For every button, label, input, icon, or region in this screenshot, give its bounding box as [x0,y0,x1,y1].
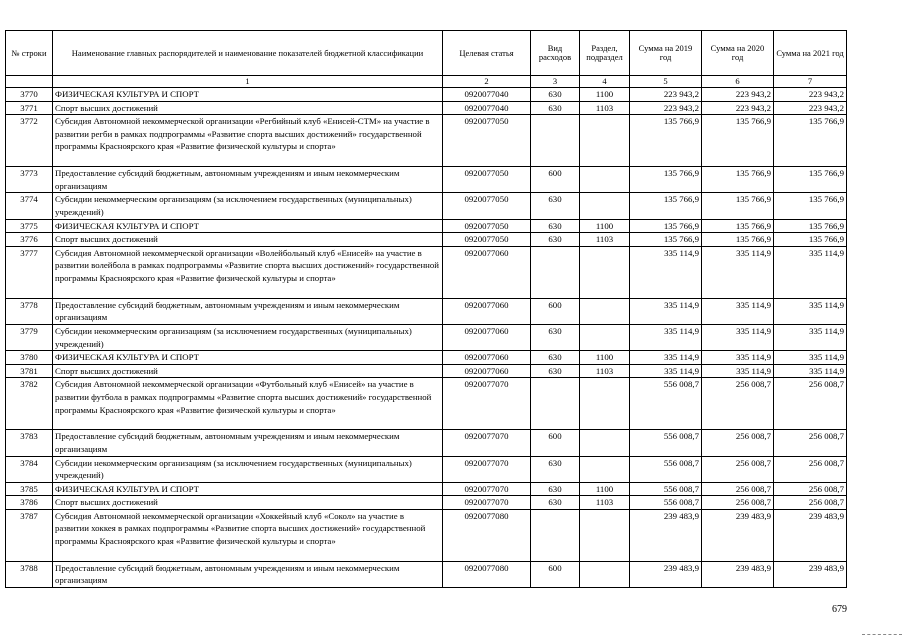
row-sum-2020: 135 766,9 [702,193,774,219]
row-number: 3786 [6,496,53,510]
row-expense-type: 630 [531,496,580,510]
column-number: 6 [702,76,774,88]
row-sum-2021: 256 008,7 [774,496,847,510]
row-sum-2021: 135 766,9 [774,219,847,233]
row-expense-type: 630 [531,351,580,365]
row-target-article: 0920077060 [443,351,531,365]
row-sum-2021: 135 766,9 [774,193,847,219]
row-sum-2019: 135 766,9 [630,115,702,167]
row-sum-2021: 335 114,9 [774,246,847,298]
table-row [6,496,847,510]
row-number: 3771 [6,101,53,115]
budget-table [5,30,847,588]
row-sum-2020: 135 766,9 [702,167,774,193]
table-body [6,88,847,588]
column-number: 7 [774,76,847,88]
header-section: Раздел, подраздел [580,31,630,76]
table-row [6,233,847,247]
row-expense-type: 600 [531,298,580,324]
row-section [580,324,630,350]
table-row [6,193,847,219]
page-number: 679 [832,604,847,615]
row-sum-2020: 256 008,7 [702,482,774,496]
row-sum-2019: 556 008,7 [630,456,702,482]
row-section [580,456,630,482]
row-sum-2020: 135 766,9 [702,219,774,233]
row-target-article: 0920077060 [443,364,531,378]
row-sum-2019: 335 114,9 [630,364,702,378]
table-row [6,561,847,587]
row-name: Предоставление субсидий бюджетным, автономным учреждениям и иным некоммерческим организациям [53,167,443,193]
row-sum-2021: 223 943,2 [774,88,847,102]
row-sum-2021: 335 114,9 [774,364,847,378]
row-sum-2019: 335 114,9 [630,351,702,365]
row-sum-2021: 239 483,9 [774,561,847,587]
row-sum-2019: 556 008,7 [630,482,702,496]
row-expense-type: 630 [531,101,580,115]
row-target-article: 0920077050 [443,219,531,233]
row-target-article: 0920077080 [443,509,531,561]
row-sum-2019: 335 114,9 [630,324,702,350]
table-header [6,31,847,88]
row-number: 3775 [6,219,53,233]
table-row [6,101,847,115]
column-number: 5 [630,76,702,88]
column-number: 1 [53,76,443,88]
row-section: 1100 [580,88,630,102]
header-expense-type: Вид расходов [531,31,580,76]
row-sum-2019: 335 114,9 [630,298,702,324]
row-sum-2021: 223 943,2 [774,101,847,115]
row-target-article: 0920077060 [443,324,531,350]
row-sum-2020: 256 008,7 [702,378,774,430]
row-expense-type: 630 [531,364,580,378]
table-row [6,298,847,324]
row-number: 3781 [6,364,53,378]
table-row [6,364,847,378]
row-section: 1100 [580,351,630,365]
row-sum-2020: 335 114,9 [702,246,774,298]
row-number: 3784 [6,456,53,482]
row-name: ФИЗИЧЕСКАЯ КУЛЬТУРА И СПОРТ [53,219,443,233]
header-name: Наименование главных распорядителей и наименование показателей бюджетной классификации [53,31,443,76]
row-sum-2019: 556 008,7 [630,496,702,510]
row-expense-type: 600 [531,561,580,587]
row-expense-type: 630 [531,324,580,350]
row-target-article: 0920077040 [443,101,531,115]
row-number: 3787 [6,509,53,561]
row-section: 1103 [580,364,630,378]
row-name: Предоставление субсидий бюджетным, автономным учреждениям и иным некоммерческим организациям [53,430,443,456]
row-target-article: 0920077070 [443,496,531,510]
row-expense-type [531,115,580,167]
row-number: 3780 [6,351,53,365]
row-number: 3777 [6,246,53,298]
row-sum-2020: 239 483,9 [702,561,774,587]
row-section [580,115,630,167]
row-target-article: 0920077070 [443,430,531,456]
row-sum-2019: 135 766,9 [630,233,702,247]
table-row [6,482,847,496]
row-sum-2020: 239 483,9 [702,509,774,561]
header-sum-2019: Сумма на 2019 год [630,31,702,76]
column-number [6,76,53,88]
row-number: 3776 [6,233,53,247]
row-number: 3774 [6,193,53,219]
row-name: Субсидия Автономной некоммерческой организации «Волейбольный клуб «Енисей» на участие в развитии волейбола в рамках подпрограммы «Развитие спорта высших достижений» государственной программы Красноярского края «Развитие физической культуры и спорта» [53,246,443,298]
column-number: 2 [443,76,531,88]
row-sum-2021: 335 114,9 [774,298,847,324]
table-row [6,378,847,430]
row-name: Спорт высших достижений [53,364,443,378]
row-name: Субсидия Автономной некоммерческой организации «Хоккейный клуб «Сокол» на участие в развитии хоккея в рамках подпрограммы «Развитие спорта высших достижений» государственной программы Красноярского края «Развитие физической культуры и спорта» [53,509,443,561]
header-sum-2021: Сумма на 2021 год [774,31,847,76]
row-sum-2021: 335 114,9 [774,324,847,350]
row-expense-type: 630 [531,88,580,102]
row-target-article: 0920077050 [443,193,531,219]
table-row [6,219,847,233]
row-number: 3772 [6,115,53,167]
row-sum-2019: 135 766,9 [630,219,702,233]
row-sum-2019: 556 008,7 [630,430,702,456]
row-number: 3773 [6,167,53,193]
row-section: 1103 [580,101,630,115]
row-sum-2020: 335 114,9 [702,364,774,378]
row-sum-2019: 223 943,2 [630,101,702,115]
row-sum-2019: 135 766,9 [630,193,702,219]
row-sum-2020: 135 766,9 [702,233,774,247]
row-expense-type: 630 [531,233,580,247]
row-expense-type: 600 [531,167,580,193]
row-sum-2020: 335 114,9 [702,324,774,350]
row-name: Субсидии некоммерческим организациям (за исключением государственных (муниципальных) учреждений) [53,193,443,219]
row-section [580,509,630,561]
row-sum-2021: 239 483,9 [774,509,847,561]
table-row [6,115,847,167]
row-name: ФИЗИЧЕСКАЯ КУЛЬТУРА И СПОРТ [53,351,443,365]
table-row [6,88,847,102]
row-sum-2019: 335 114,9 [630,246,702,298]
column-number: 4 [580,76,630,88]
row-section [580,193,630,219]
row-name: Субсидии некоммерческим организациям (за исключением государственных (муниципальных) учреждений) [53,456,443,482]
table-row [6,324,847,350]
row-name: Субсидии некоммерческим организациям (за исключением государственных (муниципальных) учреждений) [53,324,443,350]
row-name: Предоставление субсидий бюджетным, автономным учреждениям и иным некоммерческим организациям [53,298,443,324]
row-section [580,246,630,298]
header-sum-2020: Сумма на 2020 год [702,31,774,76]
row-sum-2020: 256 008,7 [702,456,774,482]
header-row-number: № строки [6,31,53,76]
row-name: ФИЗИЧЕСКАЯ КУЛЬТУРА И СПОРТ [53,88,443,102]
row-sum-2021: 135 766,9 [774,115,847,167]
row-number: 3779 [6,324,53,350]
row-sum-2020: 223 943,2 [702,88,774,102]
row-number: 3770 [6,88,53,102]
row-sum-2019: 239 483,9 [630,509,702,561]
row-section [580,167,630,193]
row-target-article: 0920077070 [443,482,531,496]
column-number: 3 [531,76,580,88]
row-name: Спорт высших достижений [53,496,443,510]
table-row [6,246,847,298]
row-sum-2021: 256 008,7 [774,456,847,482]
row-section: 1103 [580,233,630,247]
row-expense-type: 630 [531,193,580,219]
row-target-article: 0920077070 [443,378,531,430]
row-target-article: 0920077070 [443,456,531,482]
row-section [580,430,630,456]
row-number: 3778 [6,298,53,324]
row-number: 3785 [6,482,53,496]
row-section [580,561,630,587]
row-section [580,378,630,430]
row-section: 1103 [580,496,630,510]
row-sum-2019: 556 008,7 [630,378,702,430]
row-sum-2021: 256 008,7 [774,430,847,456]
row-sum-2020: 135 766,9 [702,115,774,167]
row-section [580,298,630,324]
row-section: 1100 [580,482,630,496]
row-sum-2020: 256 008,7 [702,496,774,510]
row-name: Спорт высших достижений [53,233,443,247]
row-sum-2019: 135 766,9 [630,167,702,193]
table-row [6,167,847,193]
table-row [6,509,847,561]
row-sum-2019: 239 483,9 [630,561,702,587]
row-expense-type: 600 [531,430,580,456]
table-row [6,430,847,456]
row-sum-2021: 256 008,7 [774,378,847,430]
row-target-article: 0920077050 [443,167,531,193]
header-target-article: Целевая статья [443,31,531,76]
row-name: Субсидия Автономной некоммерческой организации «Футбольный клуб «Енисей» на участие в развитии футбола в рамках подпрограммы «Развитие спорта высших достижений» государственной программы Красноярского края «Развитие физической культуры и спорта» [53,378,443,430]
row-target-article: 0920077050 [443,233,531,247]
row-number: 3788 [6,561,53,587]
row-sum-2020: 256 008,7 [702,430,774,456]
row-target-article: 0920077060 [443,246,531,298]
table-row [6,456,847,482]
row-expense-type: 630 [531,482,580,496]
row-sum-2020: 223 943,2 [702,101,774,115]
row-name: Спорт высших достижений [53,101,443,115]
row-name: Субсидия Автономной некоммерческой организации «Регбийный клуб «Енисей-СТМ» на участие в развитии регби в рамках подпрограммы «Развитие спорта высших достижений» государственной программы Красноярского края «Развитие физической культуры и спорта» [53,115,443,167]
row-sum-2020: 335 114,9 [702,351,774,365]
row-number: 3783 [6,430,53,456]
row-sum-2021: 135 766,9 [774,167,847,193]
row-expense-type [531,509,580,561]
row-expense-type [531,378,580,430]
row-number: 3782 [6,378,53,430]
row-target-article: 0920077050 [443,115,531,167]
row-sum-2021: 135 766,9 [774,233,847,247]
column-number-row [6,76,847,88]
corner-mark [862,634,902,636]
row-sum-2019: 223 943,2 [630,88,702,102]
row-target-article: 0920077060 [443,298,531,324]
row-target-article: 0920077080 [443,561,531,587]
row-sum-2020: 335 114,9 [702,298,774,324]
row-name: Предоставление субсидий бюджетным, автономным учреждениям и иным некоммерческим организациям [53,561,443,587]
row-expense-type: 630 [531,219,580,233]
row-target-article: 0920077040 [443,88,531,102]
row-name: ФИЗИЧЕСКАЯ КУЛЬТУРА И СПОРТ [53,482,443,496]
row-sum-2021: 335 114,9 [774,351,847,365]
row-expense-type: 630 [531,456,580,482]
row-expense-type [531,246,580,298]
row-sum-2021: 256 008,7 [774,482,847,496]
table-row [6,351,847,365]
row-section: 1100 [580,219,630,233]
